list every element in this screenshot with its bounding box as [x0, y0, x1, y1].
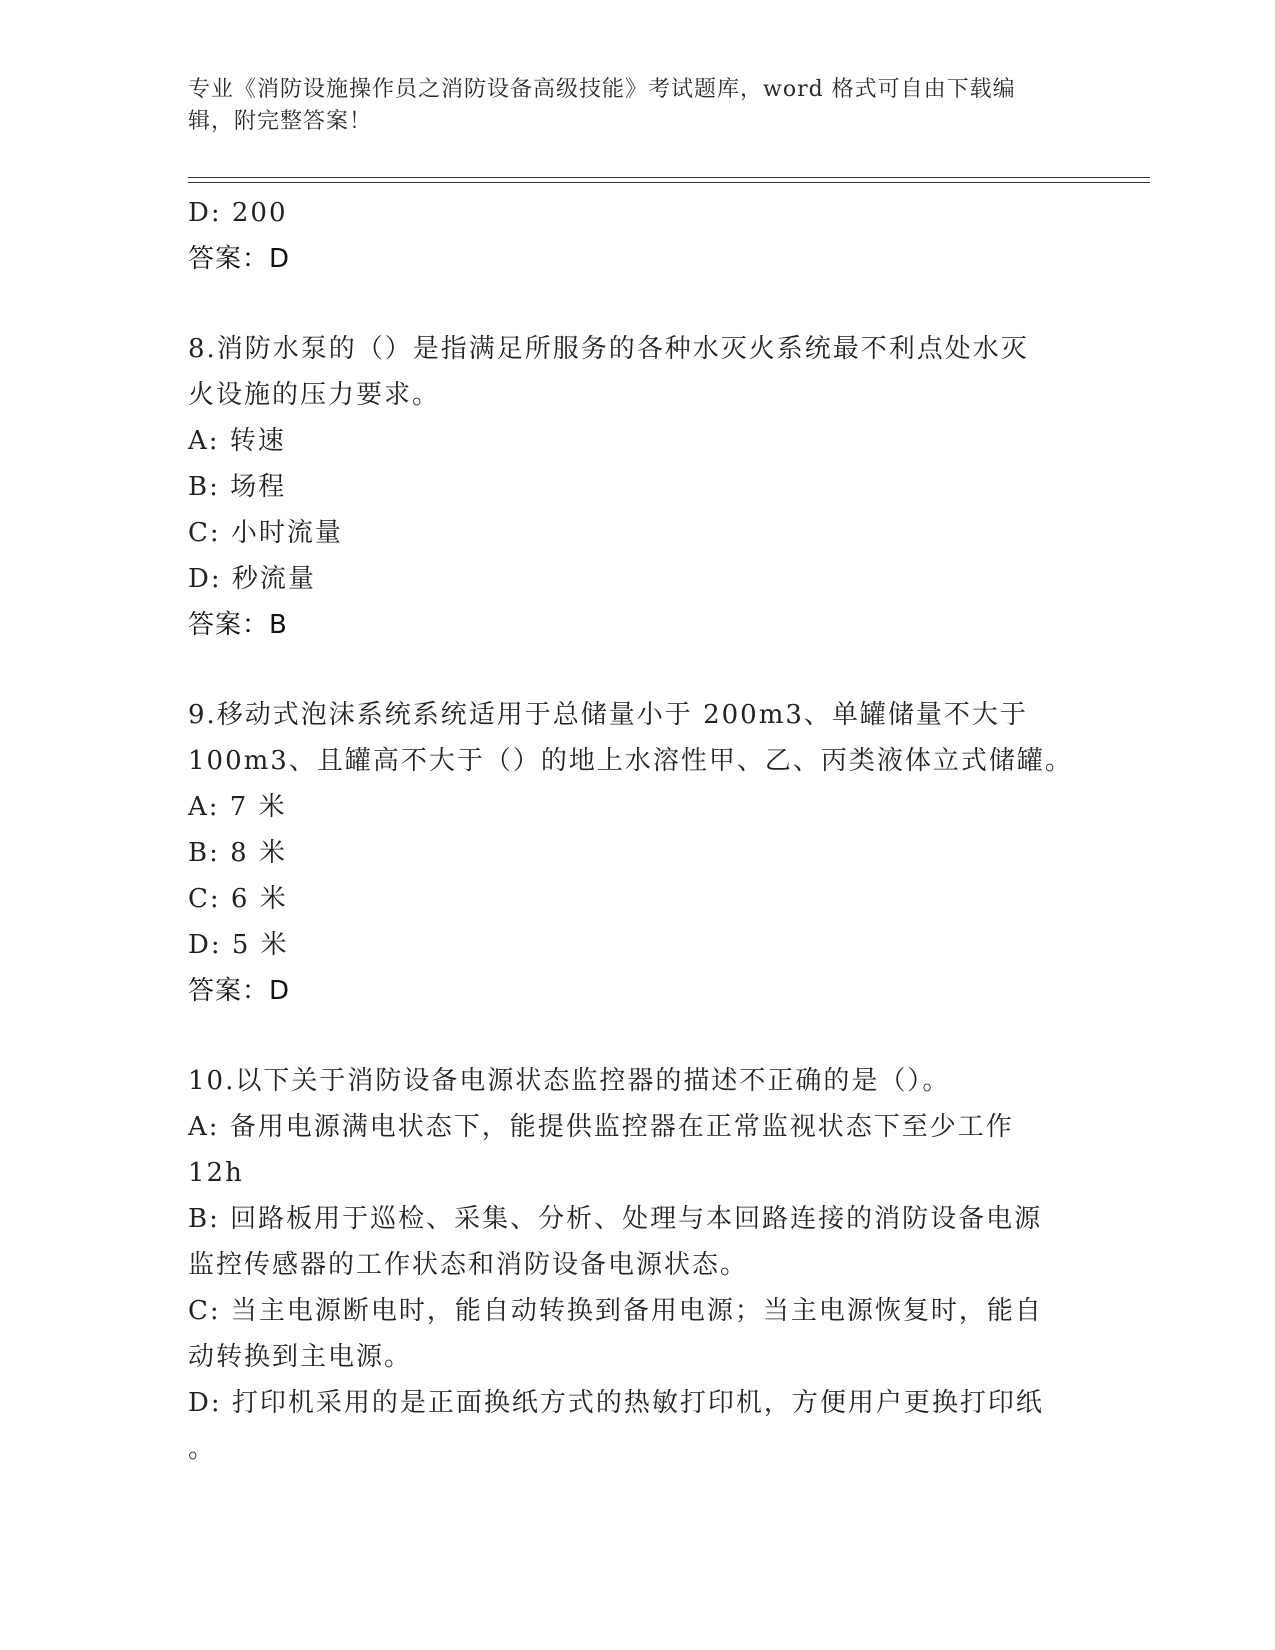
q9-option-a: A: 7 米 [188, 792, 287, 822]
header-divider-bottom [188, 182, 1150, 183]
q10-option-d-line-1: D: 打印机采用的是正面换纸方式的热敏打印机，方便用户更换打印纸 [188, 1388, 1044, 1418]
question-content [188, 190, 1088, 1472]
q8-option-a: A: 转速 [188, 426, 286, 456]
q8-option-c: C: 小时流量 [188, 518, 343, 548]
q10-option-c-line-2: 动转换到主电源。 [188, 1342, 413, 1372]
q9-stem-line-1: 9.移动式泡沫系统系统适用于总储量小于 200m3、单罐储量不大于 [188, 700, 1028, 730]
header-line-2: 辑，附完整答案！ [188, 109, 373, 134]
q9-option-b: B: 8 米 [188, 838, 287, 868]
q10-option-c-line-1: C: 当主电源断电时，能自动转换到备用电源；当主电源恢复时，能自 [188, 1296, 1043, 1326]
q8-option-d: D: 秒流量 [188, 564, 316, 594]
spacer [188, 648, 1088, 692]
q10-option-b-line-2: 监控传感器的工作状态和消防设备电源状态。 [188, 1250, 749, 1280]
q9-option-c: C: 6 米 [188, 884, 288, 914]
question-10 [188, 1058, 1088, 1472]
question-8 [188, 326, 1088, 648]
document-header [188, 74, 1068, 138]
q10-option-a-line-2: 12h [188, 1158, 244, 1188]
q10-option-d-line-2: 。 [188, 1434, 217, 1464]
q10-stem-line-1: 10.以下关于消防设备电源状态监控器的描述不正确的是（）。 [188, 1066, 951, 1096]
spacer [188, 282, 1088, 326]
q10-option-b-line-1: B: 回路板用于巡检、采集、分析、处理与本回路连接的消防设备电源 [188, 1204, 1043, 1234]
prev-option-d: D: 200 [188, 198, 288, 228]
q9-stem-line-2: 100m3、且罐高不大于（）的地上水溶性甲、乙、丙类液体立式储罐。 [188, 746, 1073, 776]
q8-stem-line-1: 8.消防水泵的（）是指满足所服务的各种水灭火系统最不利点处水灭 [188, 334, 1029, 364]
q9-option-d: D: 5 米 [188, 930, 289, 960]
spacer [188, 1014, 1088, 1058]
header-divider-top [188, 177, 1150, 178]
prev-answer: 答案：D [188, 244, 291, 274]
q8-answer: 答案：B [188, 610, 288, 640]
header-line-1: 专业《消防设施操作员之消防设备高级技能》考试题库，word 格式可自由下载编 [188, 77, 1016, 102]
question-9 [188, 692, 1088, 1014]
q8-stem-line-2: 火设施的压力要求。 [188, 380, 441, 410]
q8-option-b: B: 场程 [188, 472, 287, 502]
q9-answer: 答案：D [188, 976, 291, 1006]
q10-option-a-line-1: A: 备用电源满电状态下，能提供监控器在正常监视状态下至少工作 [188, 1112, 1014, 1142]
